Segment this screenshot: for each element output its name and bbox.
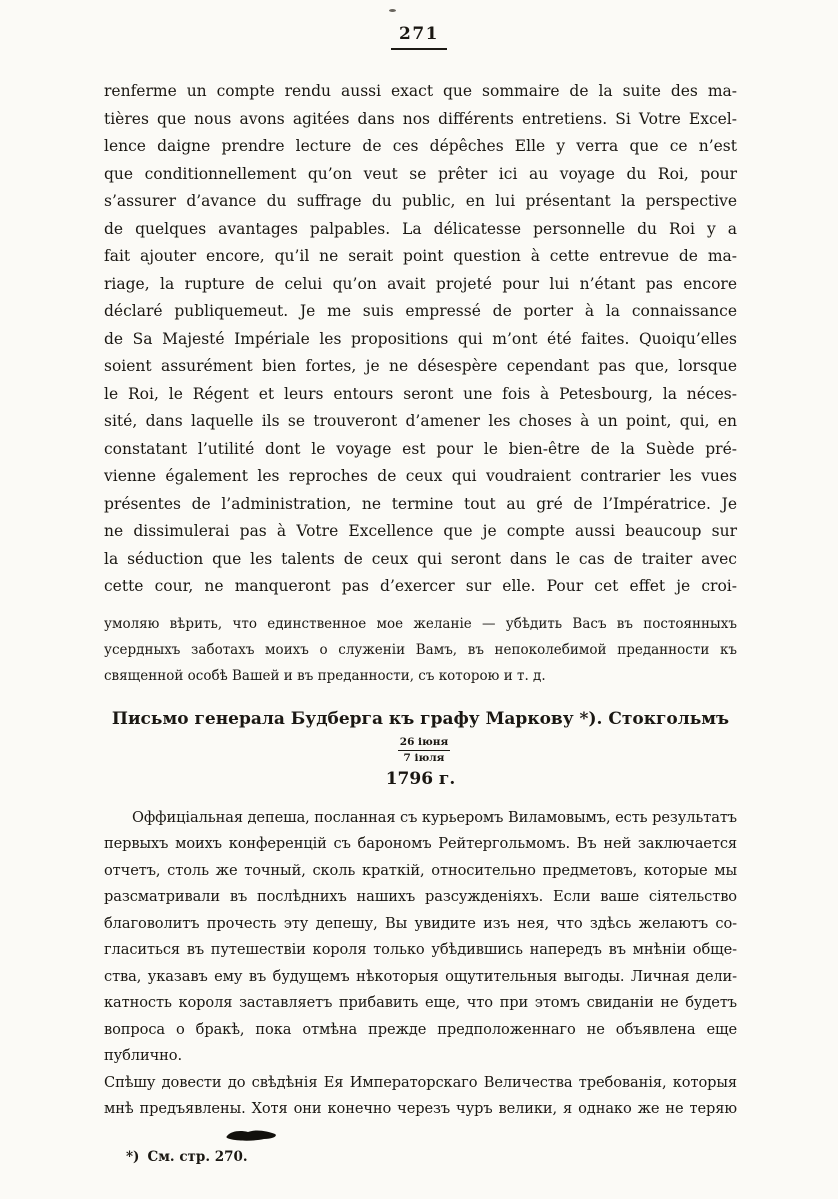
date-numerator: 26 іюня (398, 736, 450, 750)
french-text-line: cette cour, ne manqueront pas d’exercer sur elle. Pour cet effet je croi- (104, 577, 737, 595)
russian-letter-line: отчетъ, столь же точный, сколь краткій, относительно предметовъ, которые мы (104, 861, 737, 879)
page-header (0, 0, 838, 50)
russian-letter-line: катность короля заставляетъ прибавить еще, что при этомъ свиданіи не будетъ (104, 994, 737, 1012)
russian-letter-line: гласиться въ путешествіи короля только убѣдившись напередъ въ мнѣніи обще- (104, 941, 737, 959)
french-text-line: s’assurer d’avance du suffrage du public, en lui présentant la perspective (104, 192, 737, 210)
french-text-line: la séduction que les talents de ceux qui seront dans le cas de traiter avec (104, 549, 737, 568)
footnote (104, 1149, 737, 1165)
russian-letter-line: благоволитъ прочесть эту депешу, Вы увидите изъ нея, что здѣсь желаютъ со- (104, 914, 737, 932)
page-number-rule (391, 48, 447, 50)
footnote-marker: *) (126, 1148, 140, 1165)
russian-translation-passage (104, 611, 737, 689)
ink-smudge (225, 1127, 279, 1143)
russian-letter-line: Спѣшу довести до свѣдѣнія Ея Императорскаго Величества требованія, которыя (104, 1073, 737, 1091)
french-text-line: de Sa Majesté Impériale les propositions qui m’ont été faites. Quoiqu’elles (104, 329, 737, 348)
text-column (104, 78, 737, 1165)
french-text-line: le Roi, le Régent et leurs entours seront une fois à Petesbourg, la néces- (104, 384, 737, 403)
scan-speck (389, 9, 396, 12)
french-text-line: que conditionnellement qu’on veut se prêter ici au voyage du Roi, pour (104, 164, 737, 183)
french-text-line: lence daigne prendre lecture de ces dépêches Elle y verra que ce n’est (104, 137, 737, 155)
russian-letter-line: вопроса о бракѣ, пока отмѣна прежде предположеннаго не объявлена еще публично. (104, 1020, 737, 1065)
russian-letter-passage (104, 805, 737, 1123)
french-text-line: riage, la rupture de celui qu’on avait projeté pour lui n’étant pas encore (104, 274, 737, 293)
french-text-line: ne dissimulerai pas à Votre Excellence que je compte aussi beaucoup sur (104, 522, 737, 540)
french-text-line: de quelques avantages palpables. La délicatesse personnelle du Roi y a (104, 219, 737, 238)
french-text-line: déclaré publiquemeut. Je me suis empressé de porter à la connaissance (104, 302, 737, 320)
date-fraction (398, 736, 450, 763)
russian-translation-line: усердныхъ заботахъ моихъ о служеніи Вамъ, въ непоколебимой преданности къ (104, 641, 737, 658)
footnote-text: См. стр. 270. (147, 1148, 248, 1165)
date-denominator: 7 іюля (403, 751, 445, 764)
letter-heading-text: Письмо генерала Будберга къ графу Маркову *). Стокгольмъ (111, 708, 730, 729)
russian-letter-line: первыхъ моихъ конференцій съ барономъ Рейтергольмомъ. Въ ней заключается (104, 835, 737, 853)
french-text-line: fait ajouter encore, qu’il ne serait point question à cette entrevue de ma- (104, 247, 737, 265)
french-text-line: vienne également les reproches de ceux qui voudraient contrarier les vues (104, 467, 737, 485)
russian-letter-line: Оффиціальная депеша, посланная съ курьеромъ Виламовымъ, есть результатъ (132, 808, 737, 826)
french-text-line: renferme un compte rendu aussi exact que sommaire de la suite des ma- (104, 82, 737, 100)
french-text-line: soient assurément bien fortes, je ne désespère cependant pas que, lorsque (104, 357, 737, 375)
french-text-line: sité, dans laquelle ils se trouveront d’amener les choses à un point, qui, en (104, 412, 737, 430)
page-number: 271 (399, 24, 439, 44)
french-passage (104, 78, 737, 601)
french-text-line: constatant l’utilité dont le voyage est pour le bien-être de la Suède pré- (104, 439, 737, 458)
russian-letter-line: мнѣ предъявлены. Хотя они конечно черезъ чуръ велики, я однако же не теряю (104, 1100, 737, 1118)
french-text-line: présentes de l’administration, ne termine tout au gré de l’Impératrice. Je (104, 494, 737, 513)
letter-heading (104, 704, 737, 792)
french-text-line: tières que nous avons agitées dans nos différents entretiens. Si Votre Excel- (104, 109, 737, 128)
russian-letter-line: ства, указавъ ему въ будущемъ нѣкоторыя ощутительныя выгоды. Личная дели- (104, 967, 737, 985)
russian-translation-lines (104, 611, 737, 663)
russian-translation-last-line: священной особѣ Вашей и въ преданности, съ которою и т. д. (104, 667, 546, 684)
russian-translation-line: умоляю вѣрить, что единственное мое желаніе — убѣдить Васъ въ постоянныхъ (104, 615, 737, 632)
letter-heading-year: 1796 г. (385, 768, 456, 789)
letter-heading-title (104, 704, 737, 764)
russian-letter-line: разсматривали въ послѣднихъ нашихъ разсужденіяхъ. Если ваше сіятельство (104, 888, 737, 906)
